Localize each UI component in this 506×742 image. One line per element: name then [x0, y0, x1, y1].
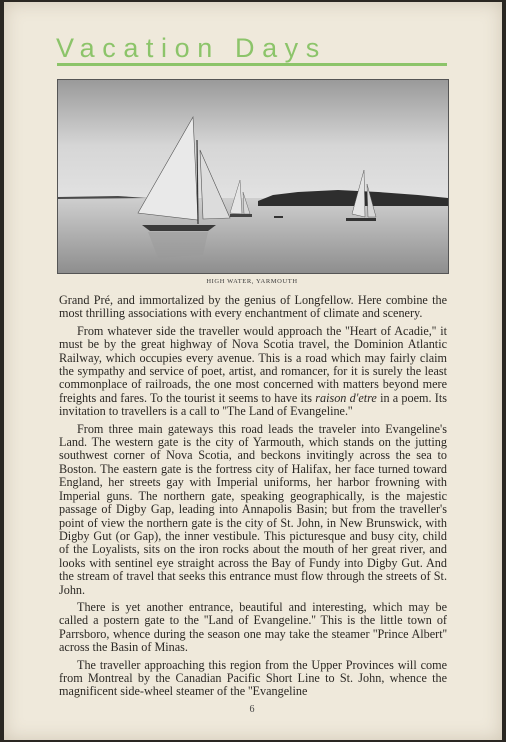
header-rule [57, 63, 447, 66]
paragraph-2-text-a: From whatever side the traveller would approach the ''Heart of Acadie,'' it must be by the great highway of Nova Scotia travel, the Dominion Atlantic Railway, which occupies every avenue. This is a road which may fairly claim the sympathy and service of poet, artist, and romancer, for it is surely the least commonplace of railroads, the one most concerned with matters beyond mere freights and fares. To the tourist it seems to have its [59, 323, 447, 405]
sailboats-photo [57, 79, 449, 274]
page-number: 6 [249, 704, 255, 715]
photo-caption: HIGH WATER, YARMOUTH [206, 278, 298, 285]
sailboats-illustration [58, 80, 448, 273]
paragraph-4: There is yet another entrance, beautiful and interesting, which may be called a postern gate to the ''Land of Evangeline.'' This is the little town of Parrsboro, whence during the season one may take the steamer ''Prince Albert'' across the Basin of Minas. [59, 599, 447, 655]
paragraph-2-italic: raison d'etre [315, 390, 377, 405]
paragraph-3: From three main gateways this road leads the traveler into Evangeline's Land. The western gate is the city of Yarmouth, which stands on the jutting southwest corner of Nova Scotia, and beckons invitingly across the sea to Boston. The eastern gate is the fortress city of Halifax, her face turned toward England, her streets gay with Imperial uniforms, her harbor frowning with Imperial guns. The northern gate, speaking geographically, is the majestic passage of Digby Gap, leading into Annapolis Basin; but from the traveller's point of view the northern gate is the city of St. John, in New Brunswick, with Digby Gut (or Gap), the inner vestibule. This picturesque and busy city, child of the Loyalists, sits on the iron rocks about the mouth of her great river, and looks with sentinel eye straight across the Bay of Fundy into Digby Gut. And the stream of travel that seeks this entrance must flow through the streets of St. John. [59, 421, 447, 597]
paragraph-5: The traveller approaching this region from the Upper Provinces will come from Montreal by the Canadian Pacific Short Line to St. John, whence the magnificent side-wheel steamer of the ''Evangeline [59, 657, 447, 699]
page-header-title: Vacation Days [56, 33, 327, 63]
paragraph-1: Grand Pré, and immortalized by the genius of Longfellow. Here combine the most thrilling associations with every enchantment of climate and scenery. [59, 293, 447, 321]
page [4, 2, 502, 740]
paragraph-2-text-b: in a poem. Its invitation to travellers is a call to ''The Land of Evangeline.'' [59, 390, 447, 419]
paragraph-2 [59, 325, 447, 419]
article-body [59, 294, 447, 703]
